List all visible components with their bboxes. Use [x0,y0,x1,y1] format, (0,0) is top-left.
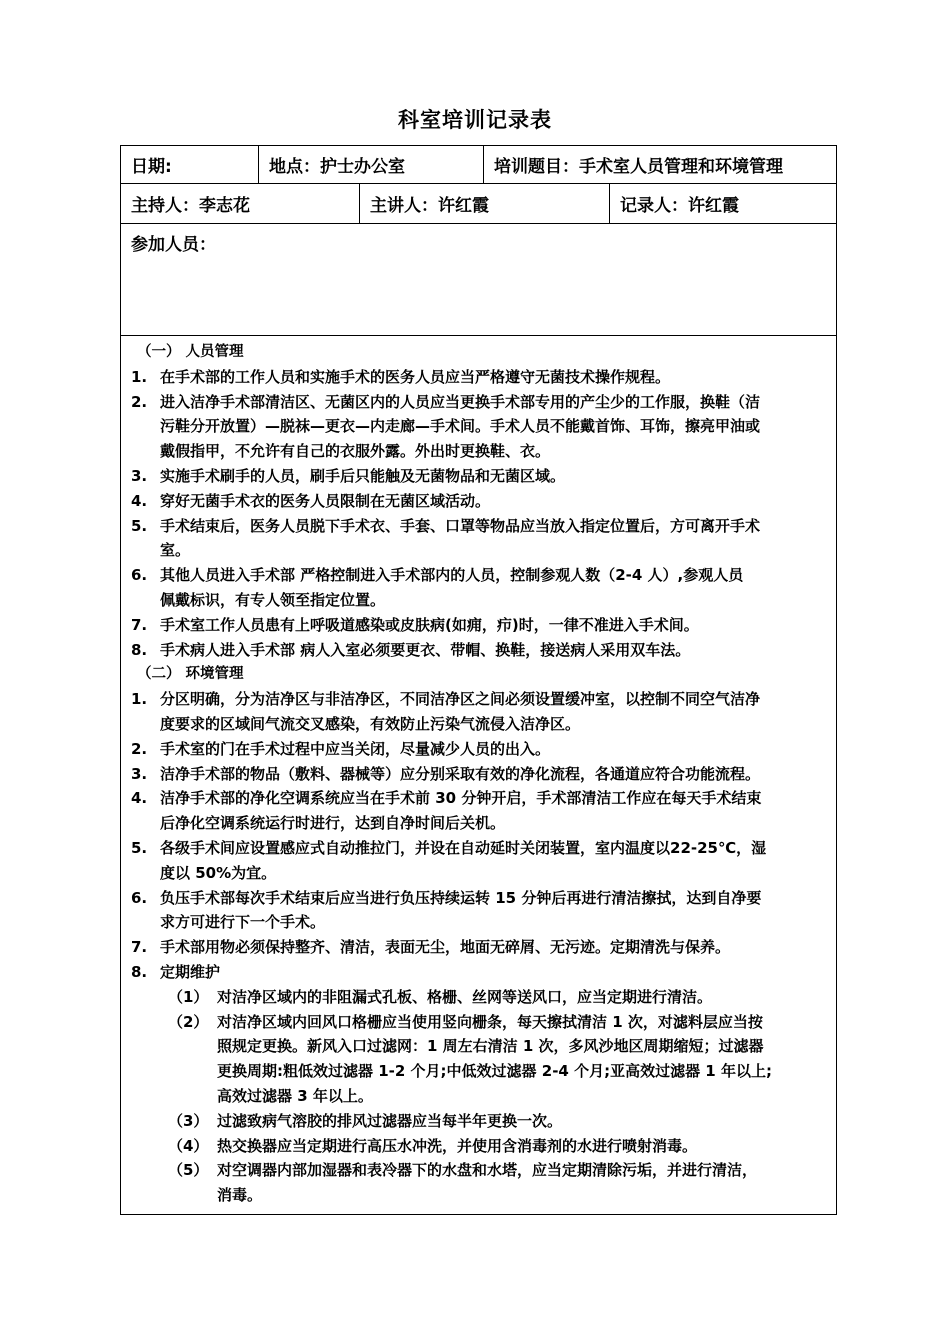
recorder-field: 记录人：许红霞 [609,184,836,223]
subitem-text: 照规定更换。新风入口过滤网：1 周左右清洁 1 次，多风沙地区周期缩短；过滤器 [217,1037,764,1056]
item-number: 1. [131,690,148,709]
subitem-text: 热交换器应当定期进行高压水冲洗，并使用含消毒剂的水进行喷射消毒。 [217,1136,698,1155]
list-item [121,836,836,861]
item-number: 4. [131,789,148,808]
list-item [121,861,836,886]
item-text: 度要求的区域间气流交叉感染，有效防止污染气流侵入洁净区。 [160,714,581,733]
attendees-row [121,224,836,336]
sub-list-item [121,1010,836,1035]
topic-field: 培训题目：手术室人员管理和环境管理 [483,146,836,183]
item-number: 6. [131,888,148,907]
item-text: 洁净手术部的物品（敷料、器械等）应分别采取有效的净化流程，各通道应符合功能流程。 [160,764,761,783]
item-number: 6. [131,566,148,585]
item-number: 3. [131,466,148,485]
list-item [121,960,836,985]
item-text: 求方可进行下一个手术。 [160,913,326,932]
item-number: 1. [131,367,148,386]
date-field: 日期: [131,157,172,177]
list-item [121,439,836,464]
subitem-number: （3） [168,1111,209,1130]
list-item [121,737,836,762]
sub-list-item [121,985,836,1010]
item-text: 各级手术间应设置感应式自动推拉门，并设在自动延时关闭装置，室内温度以22-25℃，湿 [160,838,767,857]
subitem-number: （1） [168,987,209,1006]
subitem-text: 对洁净区域内的非阻漏式孔板、格栅、丝网等送风口，应当定期进行清洁。 [217,987,713,1006]
subitem-text: 过滤致病气溶胶的排风过滤器应当每半年更换一次。 [217,1111,563,1130]
attendees-field: 参加人员： [131,235,216,255]
item-number: 3. [131,764,148,783]
subitem-text: 消毒。 [217,1186,263,1205]
item-text: 手术病人进入手术部 病人入室必须要更衣、带帽、换鞋，接送病人采用双车法。 [160,640,691,659]
item-number: 2. [131,392,148,411]
subitem-number: （5） [168,1161,209,1180]
item-text: 度以 50%为宜。 [160,863,277,882]
list-item [121,489,836,514]
header-row-2 [121,184,836,224]
training-record-table [120,145,837,1215]
list-item [121,563,836,588]
sub-list-item [121,1034,836,1059]
item-text: 负压手术部每次手术结束后应当进行负压持续运转 15 分钟后再进行清洁擦拭，达到自净要 [160,888,762,907]
item-text: 手术结束后，医务人员脱下手术衣、手套、口罩等物品应当放入指定位置后，方可离开手术 [160,516,761,535]
item-number: 5. [131,838,148,857]
item-text: 后净化空调系统运行时进行，达到自净时间后关机。 [160,814,506,833]
subitem-number: （4） [168,1136,209,1155]
item-text: 手术室工作人员患有上呼吸道感染或皮肤病(如痈，疖)时，一律不准进入手术间。 [160,615,699,634]
item-number: 7. [131,938,148,957]
list-item [121,687,836,712]
subitem-number: （2） [168,1012,209,1031]
item-text: 在手术部的工作人员和实施手术的医务人员应当严格遵守无菌技术操作规程。 [160,367,671,386]
list-item [121,811,836,836]
subitem-text: 高效过滤器 3 年以上。 [217,1086,373,1105]
training-content [121,336,836,1214]
item-text: 其他人员进入手术部 严格控制进入手术部内的人员，控制参观人数（2-4 人）,参观人员 [160,566,744,585]
list-item [121,514,836,539]
section-heading: （一） 人员管理 [137,344,244,360]
item-text: 戴假指甲，不允许有自己的衣服外露。外出时更换鞋、衣。 [160,442,551,461]
item-number: 7. [131,615,148,634]
item-text: 手术部用物必须保持整齐、清洁，表面无尘，地面无碎屑、无污迹。定期清洗与保养。 [160,938,731,957]
item-text: 实施手术刷手的人员，刷手后只能触及无菌物品和无菌区域。 [160,466,566,485]
item-number: 4. [131,491,148,510]
item-number: 5. [131,516,148,535]
item-number: 2. [131,739,148,758]
sub-list-item [121,1084,836,1109]
item-number: 8. [131,640,148,659]
list-item [121,762,836,787]
list-item [121,414,836,439]
list-item [121,712,836,737]
item-text: 穿好无菌手术衣的医务人员限制在无菌区域活动。 [160,491,491,510]
item-text: 污鞋分开放置）—脱袜—更衣—内走廊—手术间。手术人员不能戴首饰、耳饰，擦亮甲油或 [160,417,761,436]
list-item [121,935,836,960]
item-text: 手术室的门在手术过程中应当关闭，尽量减少人员的出入。 [160,739,551,758]
header-row-1 [121,146,836,184]
item-text: 定期维护 [160,962,221,981]
list-item [121,910,836,935]
speaker-field: 主讲人：许红霞 [359,184,609,223]
sub-list-item [121,1158,836,1183]
list-item [121,638,836,663]
item-text: 佩戴标识，有专人领至指定位置。 [160,590,386,609]
host-field: 主持人：李志花 [131,196,250,216]
sub-list-item [121,1183,836,1208]
item-text: 洁净手术部的净化空调系统应当在手术前 30 分钟开启，手术部清洁工作应在每天手术结束 [160,789,762,808]
list-item [121,588,836,613]
list-item [121,390,836,415]
subitem-text: 更换周期:粗低效过滤器 1-2 个月;中低效过滤器 2-4 个月;亚高效过滤器 1 年以上; [217,1062,772,1081]
sub-list-item [121,1059,836,1084]
list-item [121,464,836,489]
list-item [121,786,836,811]
list-item [121,538,836,563]
sub-list-item [121,1134,836,1159]
subitem-text: 对空调器内部加湿器和表冷器下的水盘和水塔，应当定期清除污垢，并进行清洁， [217,1161,758,1180]
location-field: 地点：护士办公室 [258,146,483,183]
list-item [121,613,836,638]
list-item [121,886,836,911]
item-text: 分区明确，分为洁净区与非洁净区，不同洁净区之间必须设置缓冲室，以控制不同空气洁净 [160,690,761,709]
section-heading: （二） 环境管理 [137,666,244,683]
page-title: 科室培训记录表 [398,108,552,132]
list-item [121,365,836,390]
item-number: 8. [131,962,148,981]
sub-list-item [121,1109,836,1134]
item-text: 室。 [160,541,191,560]
item-text: 进入洁净手术部清洁区、无菌区内的人员应当更换手术部专用的产尘少的工作服，换鞋（洁 [160,392,761,411]
subitem-text: 对洁净区域内回风口格栅应当使用竖向栅条，每天擦拭清洁 1 次，对滤料层应当按 [217,1012,763,1031]
